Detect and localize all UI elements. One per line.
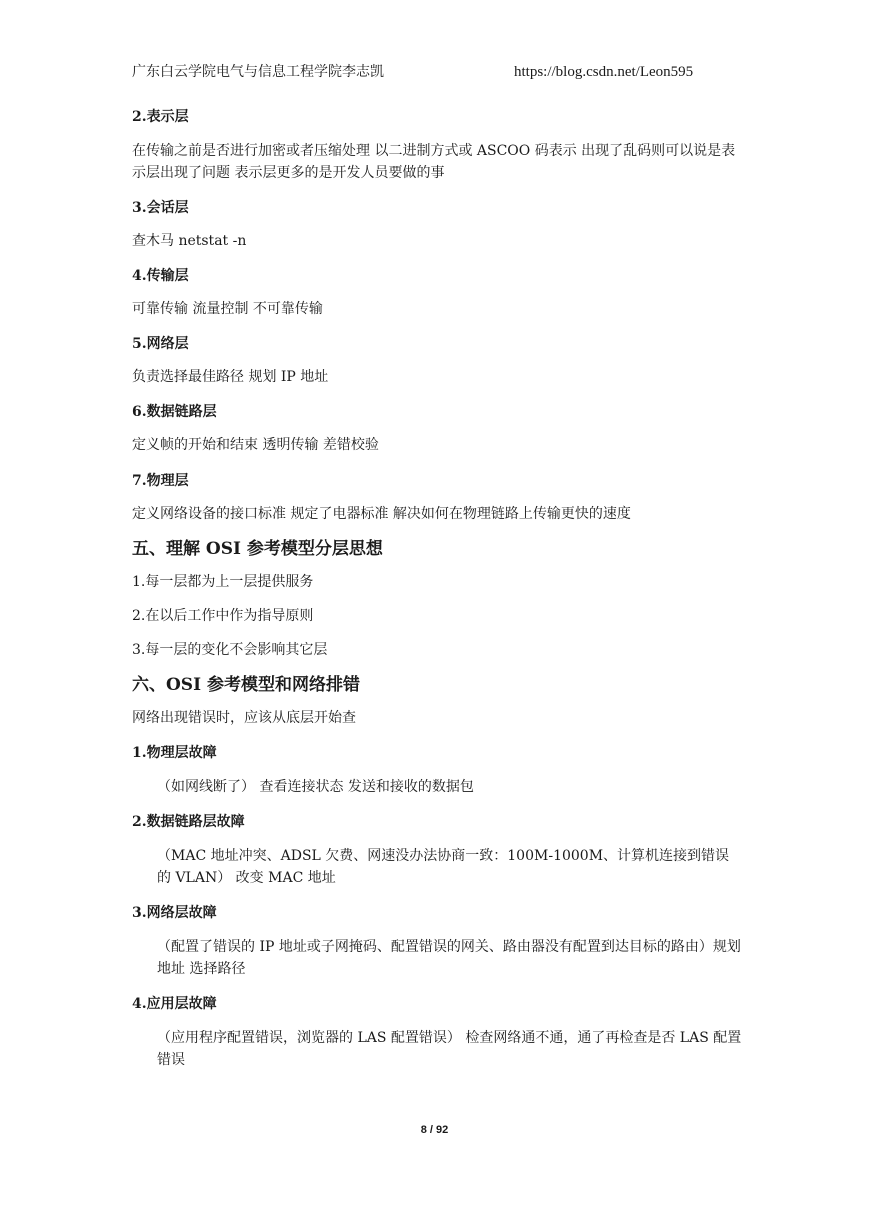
paragraph-presentation-layer	[132, 140, 742, 184]
paragraph-session-layer: 查木马 netstat -n	[132, 233, 247, 249]
list-item: 2.在以后工作中作为指导原则	[132, 608, 314, 624]
list-item: 3.每一层的变化不会影响其它层	[132, 642, 328, 658]
heading-data-link-fault: 2.数据链路层故障	[132, 814, 245, 830]
heading-physical-layer: 7.物理层	[132, 473, 189, 489]
header-author: 广东白云学院电气与信息工程学院李志凯	[132, 64, 384, 80]
paragraph-physical-layer: 定义网络设备的接口标准 规定了电器标准 解决如何在物理链路上传输更快的速度	[132, 506, 631, 522]
paragraph-data-link-layer: 定义帧的开始和结束 透明传输 差错校验	[132, 437, 379, 453]
heading-session-layer: 3.会话层	[132, 200, 189, 216]
page-number: 8 / 92	[420, 1124, 449, 1136]
heading-presentation-layer: 2.表示层	[132, 109, 189, 125]
heading-network-layer: 5.网络层	[132, 336, 189, 352]
heading-application-fault: 4.应用层故障	[132, 996, 217, 1012]
paragraph-application-fault: （应用程序配置错误，浏览器的 LAS 配置错误） 检查网络通不通，通了再检查是否 LAS 配置错误	[157, 1030, 742, 1068]
paragraph-presentation-layer-text: 在传输之前是否进行加密或者压缩处理 以二进制方式或 ASCOO 码表示 出现了乱码则可以说是表示层出现了问题 表示层更多的是开发人员要做的事	[132, 143, 736, 181]
paragraph-data-link-fault: （MAC 地址冲突、ADSL 欠费、网速没办法协商一致：100M-1000M、计算机连接到错误的 VLAN） 改变 MAC 地址	[157, 848, 730, 886]
paragraph-physical-fault: （如网线断了） 查看连接状态 发送和接收的数据包	[157, 779, 474, 795]
paragraph-transport-layer: 可靠传输 流量控制 不可靠传输	[132, 301, 323, 317]
section-heading-troubleshooting: 六、OSI 参考模型和网络排错	[132, 675, 360, 695]
heading-transport-layer: 4.传输层	[132, 268, 189, 284]
heading-network-fault: 3.网络层故障	[132, 905, 217, 921]
paragraph-network-layer: 负责选择最佳路径 规划 IP 地址	[132, 369, 329, 385]
heading-physical-fault: 1.物理层故障	[132, 745, 217, 761]
heading-data-link-layer: 6.数据链路层	[132, 404, 217, 420]
section-heading-osi-layering: 五、理解 OSI 参考模型分层思想	[132, 539, 383, 559]
header-url: https://blog.csdn.net/Leon595	[514, 64, 694, 80]
list-item: 1.每一层都为上一层提供服务	[132, 574, 314, 590]
paragraph-network-fault: （配置了错误的 IP 地址或子网掩码、配置错误的网关、路由器没有配置到达目标的路由）规划地址 选择路径	[157, 939, 741, 977]
paragraph-troubleshooting-intro: 网络出现错误时，应该从底层开始查	[132, 710, 356, 726]
